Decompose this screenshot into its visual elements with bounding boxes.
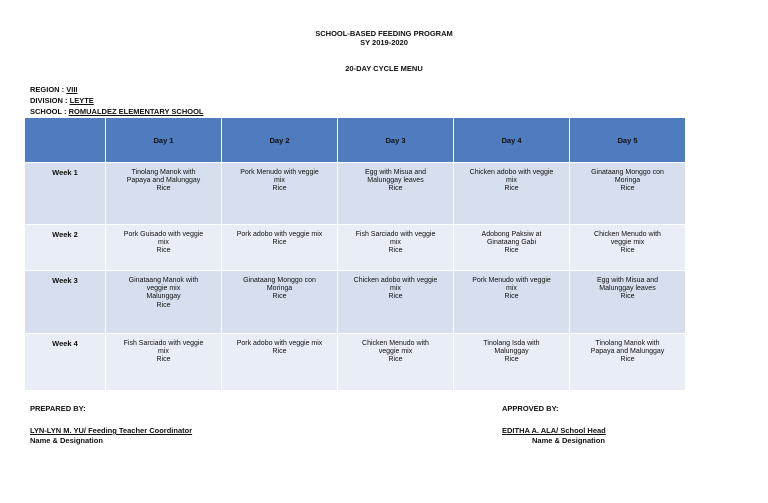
menu-cell [222, 225, 337, 270]
menu-item-line: Malunggay leaves [599, 285, 656, 293]
menu-item-line: mix [390, 239, 401, 247]
menu-cell [570, 163, 685, 224]
menu-cell [338, 334, 453, 390]
menu-item-line: veggie mix [146, 285, 181, 293]
menu-item-line: Rice [504, 356, 519, 364]
menu-item-line: Pork adobo with veggie mix [236, 231, 323, 238]
menu-item-line: Tinolang Isda with [483, 340, 540, 347]
menu-item-line: Pork Guisado with veggie [123, 231, 204, 238]
week-label: Week 3 [25, 271, 105, 333]
division-value: LEYTE [69, 96, 94, 105]
day-header: Day 4 [454, 118, 569, 162]
menu-cell [454, 271, 569, 333]
prepared-by-caption: Name & Designation [30, 436, 103, 445]
menu-item-line: Rice [272, 348, 287, 356]
menu-item-line: Rice [620, 293, 635, 301]
menu-item-line: Rice [272, 239, 287, 247]
menu-item-line: Rice [504, 247, 519, 255]
menu-table [24, 117, 686, 391]
menu-item-line: veggie mix [378, 348, 413, 356]
school-year: SY 2019-2020 [360, 38, 408, 47]
menu-item-line: Papaya and Malunggay [126, 177, 201, 185]
menu-item-line: Ginataang Monggo con [591, 169, 664, 176]
week-label: Week 2 [25, 225, 105, 270]
prepared-by-name [30, 426, 192, 435]
week-label: Week 4 [25, 334, 105, 390]
table-row [25, 225, 685, 270]
school-label: SCHOOL : [30, 107, 67, 116]
menu-item-line: Rice [156, 247, 171, 255]
menu-cell [106, 271, 221, 333]
menu-cell [222, 163, 337, 224]
menu-item-line: Fish Sarciado with veggie [355, 231, 436, 238]
day-header: Day 2 [222, 118, 337, 162]
menu-item-line: Chicken adobo with veggie [469, 169, 554, 176]
menu-cell [106, 334, 221, 390]
week-label: Week 1 [25, 163, 105, 224]
approved-by-caption: Name & Designation [532, 436, 605, 445]
menu-cell [338, 271, 453, 333]
menu-item-line: Rice [156, 301, 171, 309]
menu-item-line: mix [390, 285, 401, 293]
menu-cell [454, 225, 569, 270]
menu-item-line: veggie mix [610, 239, 645, 247]
school-row [30, 107, 204, 116]
approved-by-label: APPROVED BY: [502, 404, 559, 413]
menu-item-line: Pork Menudo with veggie [472, 277, 551, 284]
table-row [25, 271, 685, 333]
region-label: REGION : [30, 85, 65, 94]
menu-item-line: Chicken adobo with veggie [353, 277, 438, 284]
menu-item-line: Moringa [266, 285, 293, 293]
menu-item-line: Tinolang Manok with [131, 169, 196, 176]
prepared-by-label: PREPARED BY: [30, 404, 86, 413]
menu-item-line: Moringa [614, 177, 641, 185]
menu-item-line: Pork adobo with veggie mix [236, 340, 323, 347]
menu-cell [454, 163, 569, 224]
menu-cell [222, 271, 337, 333]
menu-item-line: Rice [620, 185, 635, 193]
menu-item-line: Egg with Misua and [596, 277, 659, 284]
menu-item-line: mix [274, 177, 285, 185]
menu-item-line: Rice [620, 247, 635, 255]
menu-item-line: Ginataang Monggo con [243, 277, 316, 284]
table-row [25, 334, 685, 390]
menu-item-line: Pork Menudo with veggie [240, 169, 319, 176]
menu-cell [222, 334, 337, 390]
menu-item-line: Rice [272, 185, 287, 193]
menu-item-line: Adobong Paksiw at [481, 231, 542, 238]
menu-item-line: mix [506, 177, 517, 185]
approved-by-name [502, 426, 606, 435]
menu-title: 20-DAY CYCLE MENU [345, 64, 423, 73]
menu-item-line: Rice [388, 247, 403, 255]
menu-item-line: Chicken Menudo with [594, 231, 661, 238]
menu-item-line: Rice [620, 356, 635, 364]
school-value: ROMUALDEZ ELEMENTARY SCHOOL [68, 107, 204, 116]
menu-item-line: Rice [504, 185, 519, 193]
menu-item-line: Chicken Menudo with [362, 340, 429, 347]
menu-item-line: mix [158, 348, 169, 356]
menu-item-line: Ginataang Manok with [128, 277, 199, 284]
menu-cell [570, 271, 685, 333]
menu-item-line: Malunggay [146, 293, 181, 301]
prepared-name-text: LYN-LYN M. YU/ Feeding Teacher Coordinator [30, 426, 193, 435]
menu-item-line: Fish Sarciado with veggie [123, 340, 204, 347]
menu-item-line: Egg with Misua and [364, 169, 427, 176]
menu-body [25, 163, 685, 390]
menu-item-line: Rice [388, 185, 403, 193]
division-label: DIVISION : [30, 96, 68, 105]
menu-item-line: Tinolang Manok with [595, 340, 660, 347]
menu-cell [338, 225, 453, 270]
table-row [25, 163, 685, 224]
program-title: SCHOOL-BASED FEEDING PROGRAM [315, 29, 453, 38]
menu-cell [570, 225, 685, 270]
menu-cell [106, 163, 221, 224]
menu-cell [106, 225, 221, 270]
corner-cell [25, 118, 105, 162]
menu-item-line: Malunggay leaves [367, 177, 424, 185]
region-row [30, 85, 78, 94]
region-value: VIII [66, 85, 78, 94]
menu-cell [570, 334, 685, 390]
day-header: Day 5 [570, 118, 685, 162]
menu-item-line: Malunggay [494, 348, 529, 356]
menu-item-line: Rice [156, 356, 171, 364]
division-row [30, 96, 94, 105]
menu-cell [338, 163, 453, 224]
menu-item-line: Rice [272, 293, 287, 301]
menu-cell [454, 334, 569, 390]
approved-name-text: EDITHA A. ALA/ School Head [502, 426, 606, 435]
menu-item-line: Rice [388, 356, 403, 364]
menu-item-line: Rice [388, 293, 403, 301]
table-header-row [25, 118, 685, 162]
menu-item-line: Papaya and Malunggay [590, 348, 665, 356]
menu-item-line: mix [158, 239, 169, 247]
menu-item-line: mix [506, 285, 517, 293]
menu-item-line: Rice [156, 185, 171, 193]
menu-item-line: Rice [504, 293, 519, 301]
day-header: Day 3 [338, 118, 453, 162]
menu-item-line: Ginataang Gabi [486, 239, 537, 247]
day-header: Day 1 [106, 118, 221, 162]
